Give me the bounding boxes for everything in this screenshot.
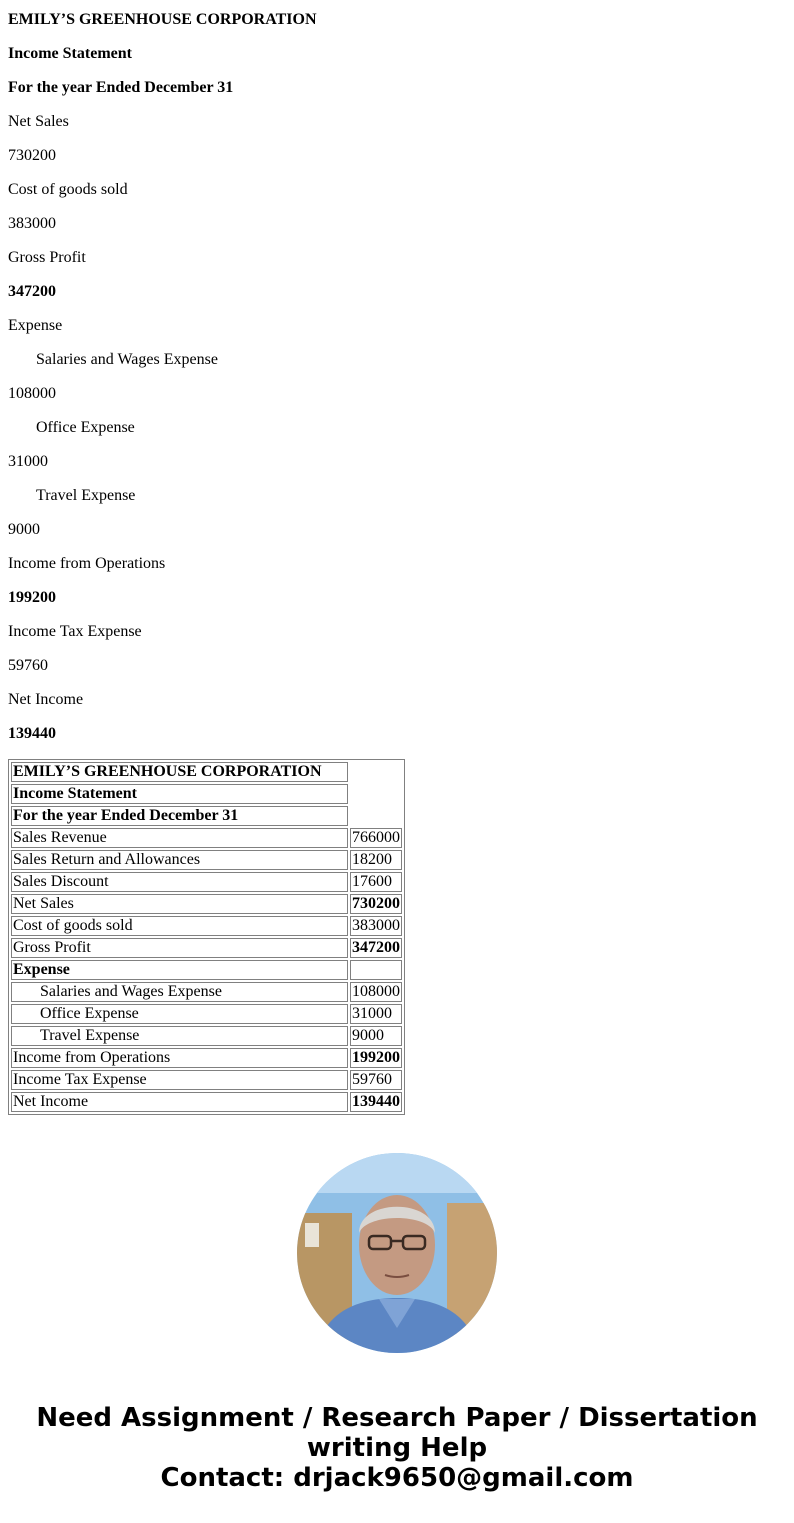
statement-lines — [8, 102, 788, 748]
statement-line: Gross Profit — [8, 249, 86, 266]
statement-line: Net Income — [8, 691, 84, 708]
header-empty-cell — [350, 762, 402, 826]
table-row — [11, 1026, 402, 1046]
table-row — [11, 872, 402, 892]
statement-line: 347200 — [8, 283, 56, 300]
promo-line-2: writing Help — [306, 1433, 488, 1463]
table-row — [11, 938, 402, 958]
statement-line: Cost of goods sold — [8, 181, 128, 198]
row-amount — [350, 960, 402, 980]
statement-line: 199200 — [8, 589, 56, 606]
row-label: Sales Revenue — [11, 828, 348, 848]
statement-line: Income from Operations — [8, 555, 166, 572]
row-label: Income Tax Expense — [11, 1070, 348, 1090]
row-label: Net Income — [11, 1092, 348, 1112]
table-header-row — [11, 762, 402, 782]
promo-banner — [0, 1403, 794, 1493]
income-statement-table — [8, 759, 405, 1115]
row-amount: 383000 — [352, 917, 400, 934]
person-portrait-icon — [297, 1153, 497, 1353]
row-amount: 59760 — [350, 1070, 402, 1090]
row-amount: 31000 — [350, 1004, 402, 1024]
statement-line: 383000 — [8, 215, 56, 232]
plain-statement — [8, 0, 788, 748]
row-label: Net Sales — [11, 894, 348, 914]
table-row — [11, 1048, 402, 1068]
statement-line: 730200 — [8, 147, 56, 164]
row-label: Office Expense — [11, 1004, 348, 1024]
doc-period: For the year Ended December 31 — [8, 79, 234, 96]
table-row — [11, 828, 402, 848]
row-amount: 347200 — [352, 939, 400, 956]
table-row — [11, 982, 402, 1002]
statement-line: Expense — [8, 317, 63, 334]
row-amount: 17600 — [350, 872, 402, 892]
table-row — [11, 1004, 402, 1024]
table-row — [11, 850, 402, 870]
promo-contact: Contact: drjack9650@gmail.com — [160, 1463, 634, 1493]
table-row — [11, 1092, 402, 1112]
statement-line: 108000 — [8, 385, 56, 402]
row-label: Salaries and Wages Expense — [11, 982, 348, 1002]
statement-line: 9000 — [8, 521, 40, 538]
row-label: Sales Discount — [11, 872, 348, 892]
statement-line: Income Tax Expense — [8, 623, 142, 640]
row-amount: 730200 — [352, 895, 400, 912]
row-label: Cost of goods sold — [11, 916, 348, 936]
statement-line: Net Sales — [8, 113, 69, 130]
promo-line-1: Need Assignment / Research Paper / Dissertation — [36, 1403, 758, 1433]
table-row — [11, 960, 402, 980]
doc-subtitle: Income Statement — [8, 45, 132, 62]
statement-line: 31000 — [8, 453, 48, 470]
doc-title: EMILY’S GREENHOUSE CORPORATION — [8, 11, 317, 28]
row-amount: 9000 — [350, 1026, 402, 1046]
author-avatar — [297, 1153, 497, 1353]
table-row — [11, 894, 402, 914]
table-period: For the year Ended December 31 — [11, 806, 348, 826]
row-amount: 199200 — [352, 1049, 400, 1066]
row-amount: 18200 — [350, 850, 402, 870]
row-label: Gross Profit — [11, 938, 348, 958]
table-header-row — [11, 806, 402, 826]
row-label: Expense — [11, 960, 348, 980]
table-subtitle: Income Statement — [11, 784, 348, 804]
statement-line: 139440 — [8, 725, 56, 742]
statement-line: Travel Expense — [36, 487, 136, 504]
row-amount: 108000 — [352, 983, 400, 1000]
row-label: Sales Return and Allowances — [11, 850, 348, 870]
table-row — [11, 1070, 402, 1090]
row-amount: 766000 — [352, 829, 400, 846]
table-title: EMILY’S GREENHOUSE CORPORATION — [11, 762, 348, 782]
statement-line: 59760 — [8, 657, 48, 674]
statement-line: Office Expense — [36, 419, 135, 436]
statement-line: Salaries and Wages Expense — [36, 351, 218, 368]
row-label: Travel Expense — [11, 1026, 348, 1046]
table-header-row — [11, 784, 402, 804]
row-label: Income from Operations — [11, 1048, 348, 1068]
row-amount: 139440 — [352, 1093, 400, 1110]
table-row — [11, 916, 402, 936]
